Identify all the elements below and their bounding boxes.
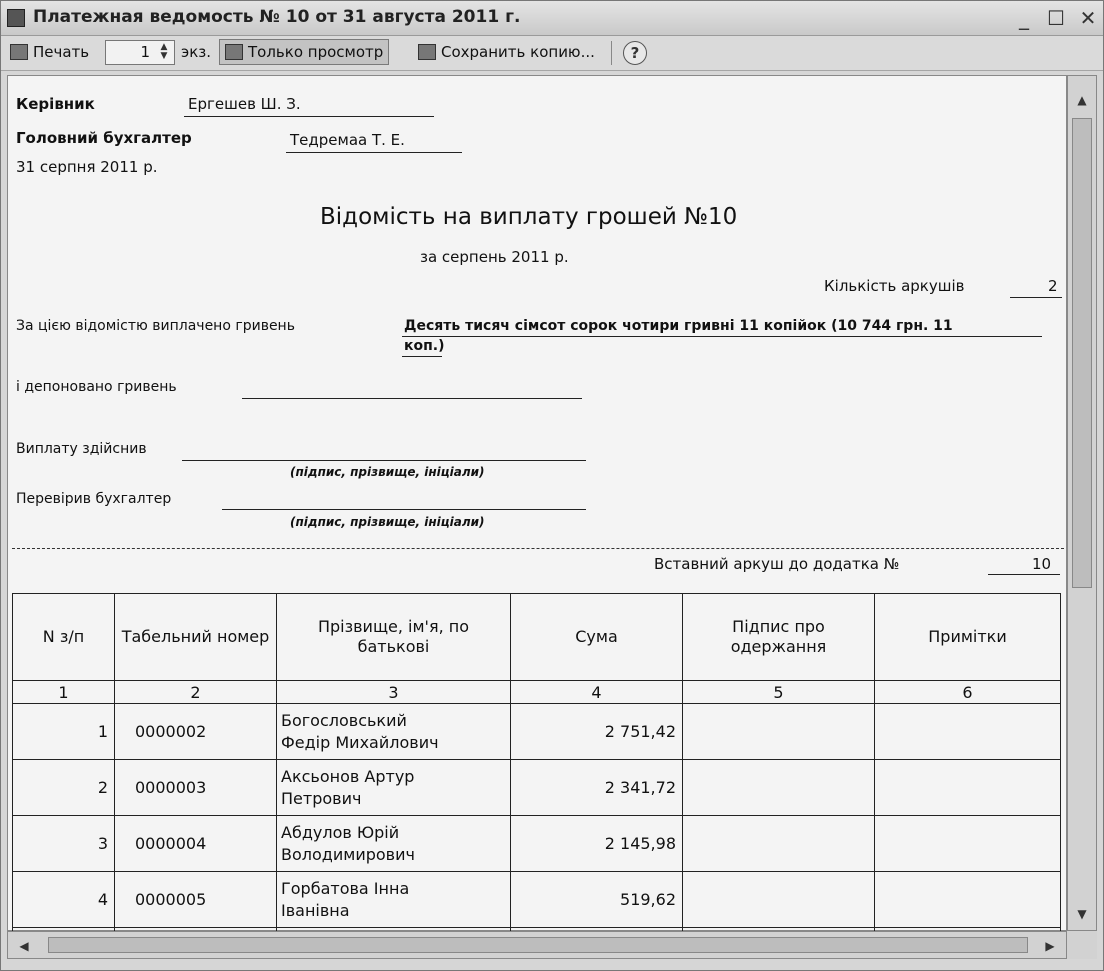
view-only-icon xyxy=(225,44,243,60)
maximize-button[interactable]: ☐ xyxy=(1047,6,1065,30)
window-title: Платежная ведомость № 10 от 31 августа 2011 г. xyxy=(33,7,521,27)
row-sum: 2 145,98 xyxy=(511,816,683,872)
row-sum: 519,62 xyxy=(511,872,683,928)
row-signature xyxy=(683,704,875,760)
floppy-disk-icon xyxy=(418,44,436,60)
print-label: Печать xyxy=(33,43,90,61)
copies-spinner[interactable] xyxy=(105,40,175,65)
paid-label: За цією відомістю виплачено гривень xyxy=(16,318,295,334)
row-tab-number: 0000002 xyxy=(115,704,277,760)
row-sum: 2 341,72 xyxy=(511,760,683,816)
row-number: 1 xyxy=(13,704,115,760)
table-row xyxy=(13,760,1061,816)
view-only-label: Только просмотр xyxy=(248,43,384,61)
sheets-underline xyxy=(1010,297,1062,298)
head-underline xyxy=(184,116,434,117)
deposited-underline xyxy=(242,398,582,399)
save-copy-label: Сохранить копию... xyxy=(441,43,595,61)
toolbar-separator xyxy=(611,41,612,65)
row-notes xyxy=(875,760,1061,816)
column-number: 1 xyxy=(13,681,115,704)
document-title: Відомість на виплату грошей №10 xyxy=(320,204,738,230)
spinner-arrows-icon[interactable]: ▲ ▼ xyxy=(160,42,168,61)
sheets-value: 2 xyxy=(1048,277,1058,295)
horizontal-scroll-thumb[interactable] xyxy=(48,937,1028,953)
row-name-line1: Аксьонов Артур xyxy=(281,766,415,786)
title-bar xyxy=(1,1,1103,36)
paid-amount-underline1 xyxy=(402,336,1042,337)
header-notes: Примітки xyxy=(875,594,1061,681)
row-name-line2: Іванівна xyxy=(281,900,350,920)
checked-by-label: Перевірив бухгалтер xyxy=(16,491,172,507)
checked-by-signature-hint: (підпис, прізвище, ініціали) xyxy=(290,515,485,529)
row-name-line2: Федір Михайлович xyxy=(281,732,439,752)
row-number: 4 xyxy=(13,872,115,928)
row-number: 3 xyxy=(13,816,115,872)
paid-amount-line1: Десять тисяч сімсот сорок чотири гривні 11 копійок (10 744 грн. 11 xyxy=(404,318,953,334)
column-number-row xyxy=(13,681,1061,704)
row-tab-number: 0000003 xyxy=(115,760,277,816)
table-header-row xyxy=(13,594,1061,681)
head-label: Керівник xyxy=(16,95,95,113)
header-signature: Підпис про одержання xyxy=(683,594,875,681)
paid-by-label: Виплату здійснив xyxy=(16,441,147,457)
row-tab-number: 0000005 xyxy=(115,872,277,928)
row-notes xyxy=(875,872,1061,928)
row-tab-number: 0000004 xyxy=(115,816,277,872)
head-name: Ергешев Ш. З. xyxy=(188,95,301,113)
minimize-button[interactable]: _ xyxy=(1019,6,1029,30)
print-button[interactable] xyxy=(5,39,94,65)
row-notes xyxy=(875,704,1061,760)
payroll-table xyxy=(12,593,1061,959)
deposited-label: і депоновано гривень xyxy=(16,379,177,395)
row-name-line1: Горбатова Інна xyxy=(281,878,410,898)
row-name-line1: Богословський xyxy=(281,710,407,730)
row-name-line2: Володимирович xyxy=(281,844,415,864)
sheets-label: Кількість аркушів xyxy=(824,277,965,295)
printer-icon xyxy=(10,44,28,60)
page-break-line xyxy=(12,548,1064,550)
save-copy-button[interactable] xyxy=(413,39,600,65)
scroll-up-arrow-icon[interactable]: ▲ xyxy=(1077,93,1087,107)
row-sum: 2 751,42 xyxy=(511,704,683,760)
scrollbar-corner xyxy=(1067,931,1097,959)
paid-by-signature-hint: (підпис, прізвище, ініціали) xyxy=(290,465,485,479)
row-name-line2: Петрович xyxy=(281,788,362,808)
header-sum: Сума xyxy=(511,594,683,681)
column-number: 5 xyxy=(683,681,875,704)
copies-label: экз. xyxy=(181,43,212,61)
chief-accountant-underline xyxy=(286,152,462,153)
row-full-name xyxy=(277,872,511,928)
vertical-scroll-thumb[interactable] xyxy=(1072,118,1092,588)
row-full-name xyxy=(277,704,511,760)
scroll-right-arrow-icon[interactable]: ▶ xyxy=(1045,939,1055,953)
document-viewport[interactable] xyxy=(7,75,1067,931)
row-full-name xyxy=(277,816,511,872)
row-notes xyxy=(875,816,1061,872)
document-period: за серпень 2011 р. xyxy=(420,248,569,266)
insert-sheet-underline xyxy=(988,574,1060,575)
column-number: 4 xyxy=(511,681,683,704)
close-button[interactable]: ✕ xyxy=(1079,6,1097,30)
table-row xyxy=(13,704,1061,760)
paid-amount-underline2 xyxy=(402,356,442,357)
checked-by-underline xyxy=(222,509,586,510)
scroll-left-arrow-icon[interactable]: ◀ xyxy=(19,939,29,953)
row-number: 2 xyxy=(13,760,115,816)
paid-by-underline xyxy=(182,460,586,461)
table-row xyxy=(13,872,1061,928)
paid-amount-line2: коп.) xyxy=(404,338,445,354)
copies-value[interactable]: 1 xyxy=(140,43,150,61)
help-button[interactable]: ? xyxy=(623,41,647,65)
row-full-name xyxy=(277,760,511,816)
column-number: 3 xyxy=(277,681,511,704)
row-name-line1: Абдулов Юрій xyxy=(281,822,400,842)
header-tab-number: Табельний номер xyxy=(115,594,277,681)
row-signature xyxy=(683,760,875,816)
horizontal-scrollbar[interactable] xyxy=(7,931,1067,959)
insert-sheet-value: 10 xyxy=(1032,555,1052,573)
vertical-scrollbar[interactable] xyxy=(1067,75,1097,931)
column-number: 2 xyxy=(115,681,277,704)
document-date: 31 серпня 2011 р. xyxy=(16,158,158,176)
scroll-down-arrow-icon[interactable]: ▼ xyxy=(1077,907,1087,921)
insert-sheet-label: Вставний аркуш до додатка № xyxy=(654,555,900,573)
table-row xyxy=(13,816,1061,872)
header-number: N з/п xyxy=(13,594,115,681)
chief-accountant-label: Головний бухгалтер xyxy=(16,129,192,147)
document-icon xyxy=(7,9,25,27)
header-full-name: Прізвище, ім'я, по батькові xyxy=(277,594,511,681)
toolbar xyxy=(1,36,1103,71)
row-signature xyxy=(683,816,875,872)
column-number: 6 xyxy=(875,681,1061,704)
chief-accountant-name: Тедремаа Т. Е. xyxy=(290,131,405,149)
row-signature xyxy=(683,872,875,928)
view-only-button[interactable] xyxy=(219,39,389,65)
